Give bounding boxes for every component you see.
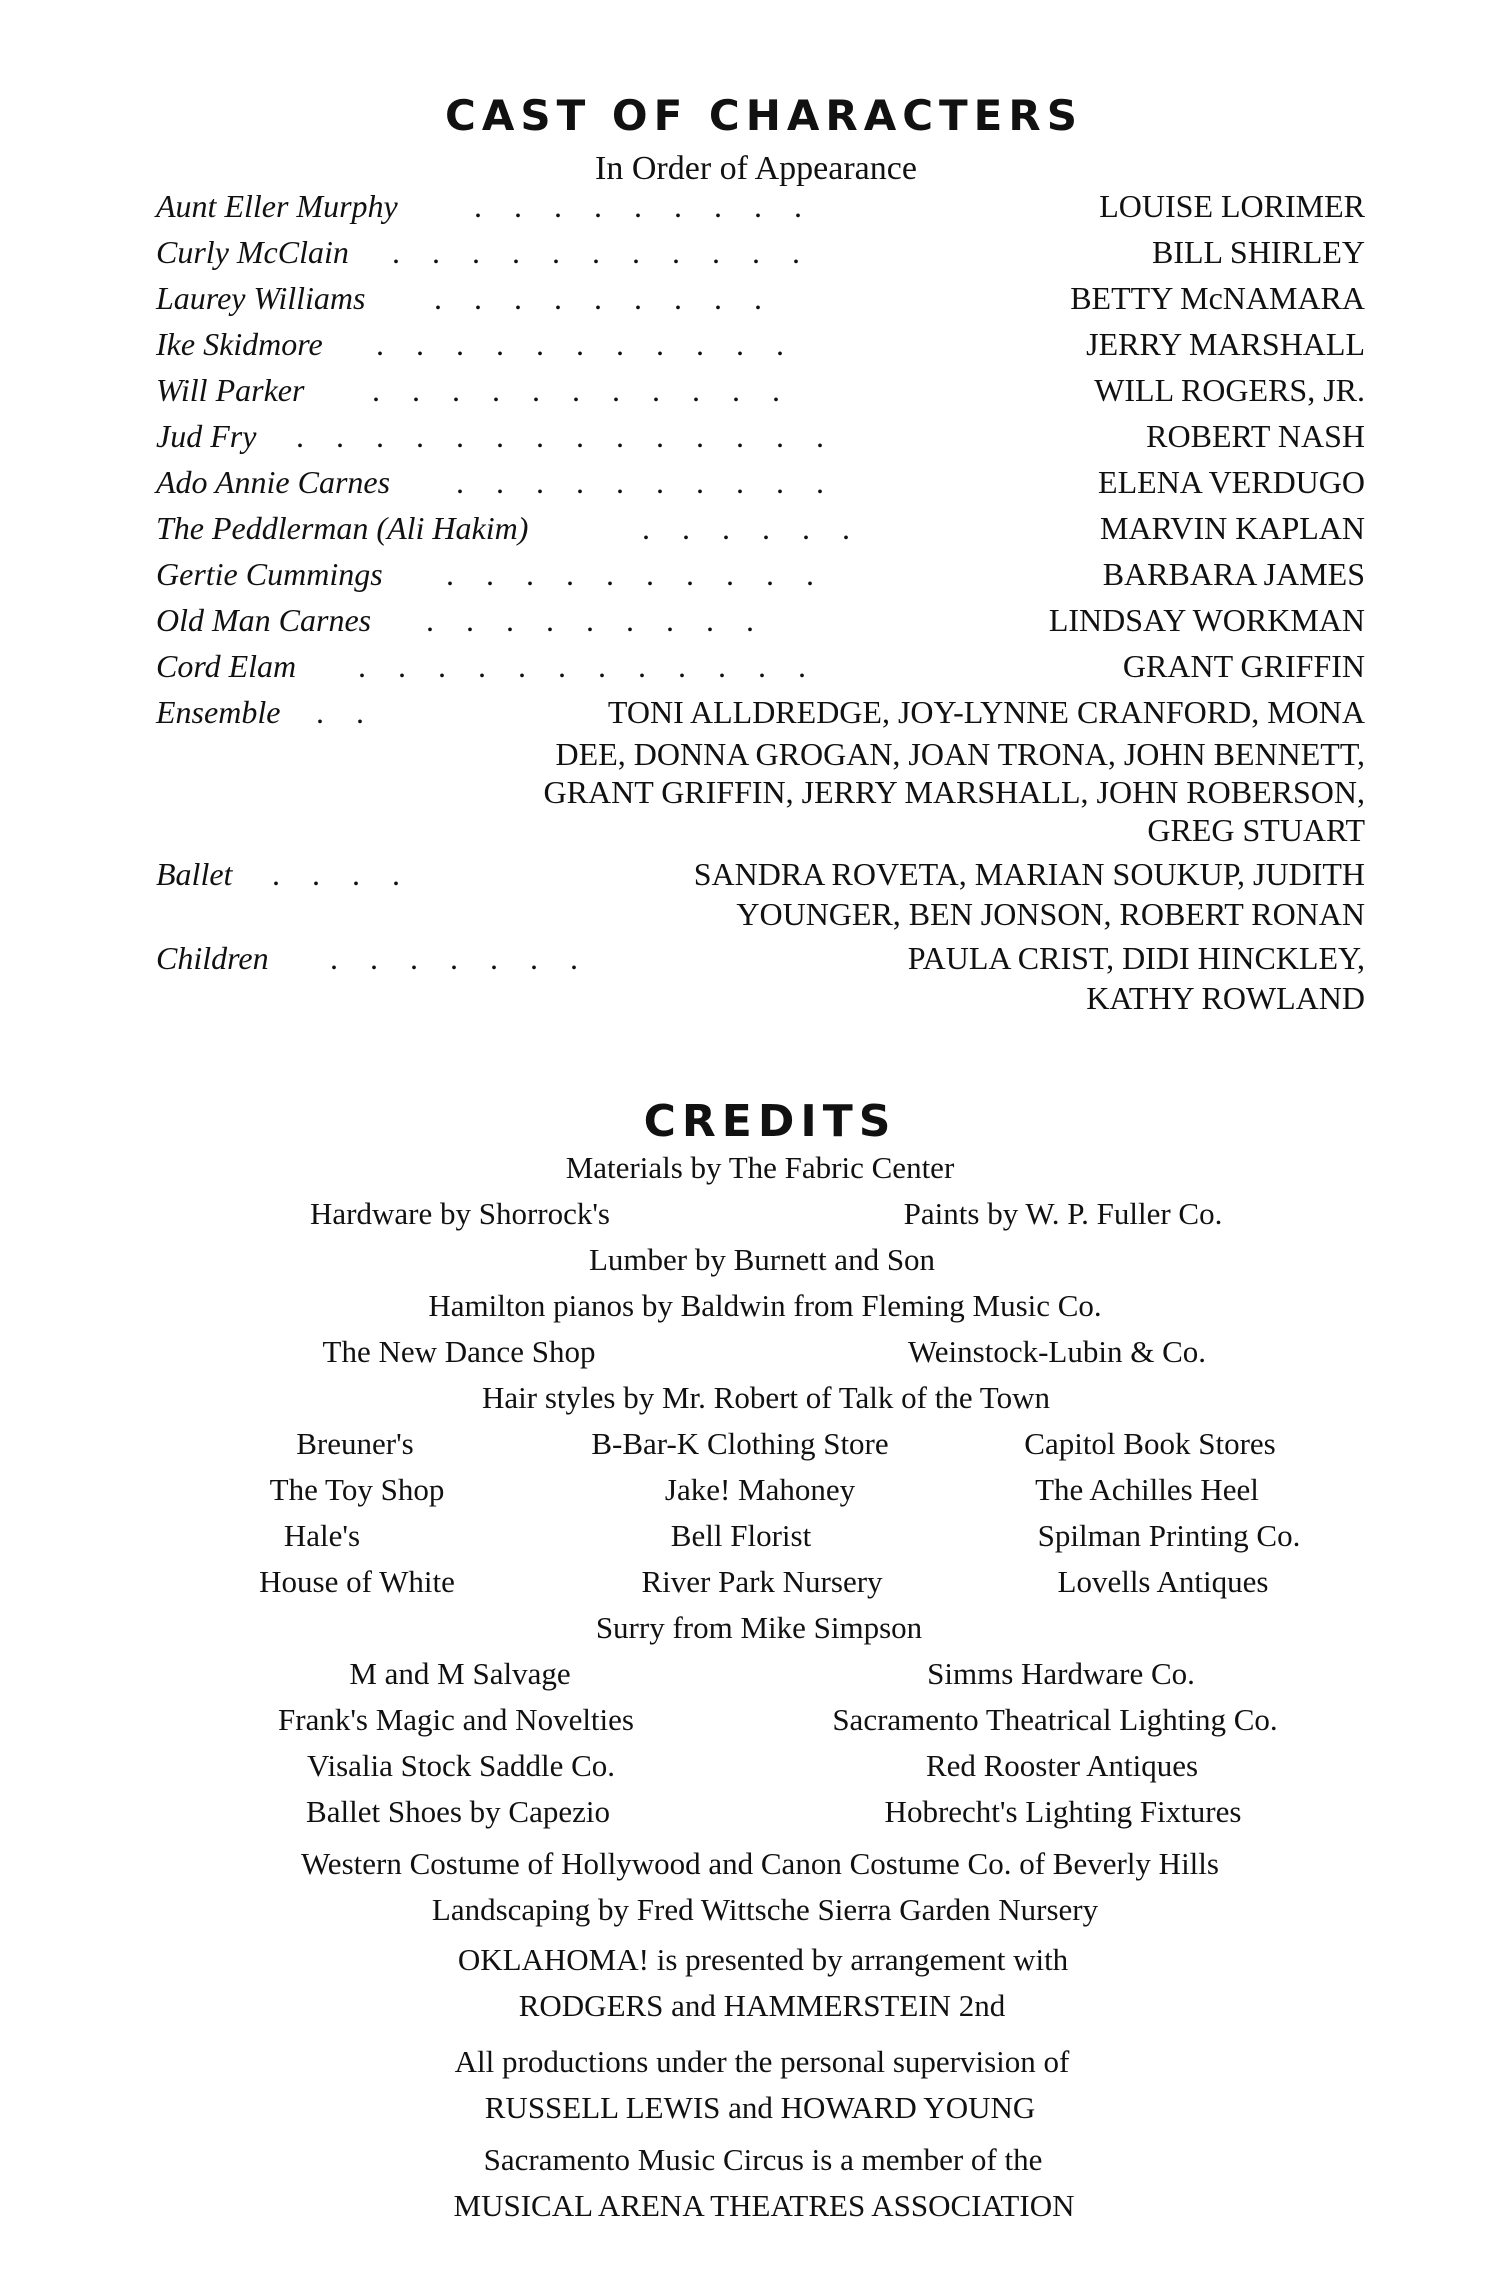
ballet-line: YOUNGER, BEN JONSON, ROBERT RONAN: [736, 896, 1365, 932]
actor-name: LOUISE LORIMER: [1099, 188, 1365, 224]
role-name: Curly McClain: [156, 234, 349, 270]
credit-line: Landscaping by Fred Wittsche Sierra Garden Nursery: [431, 1892, 1099, 1927]
credit-line: Red Rooster Antiques: [925, 1748, 1199, 1783]
children-line: PAULA CRIST, DIDI HINCKLEY,: [907, 940, 1365, 976]
credit-line: Surry from Mike Simpson: [595, 1610, 923, 1645]
cast-heading: CAST OF CHARACTERS: [445, 91, 1083, 140]
supervision-line: RUSSELL LEWIS and HOWARD YOUNG: [484, 2090, 1036, 2125]
actor-name: ROBERT NASH: [1146, 418, 1365, 454]
leader-dots: . . . . . . . . . . . . . .: [296, 418, 836, 454]
leader-dots: . . . . . . . . . . . .: [358, 648, 818, 684]
credit-line: Hamilton pianos by Baldwin from Fleming Music Co.: [428, 1288, 1102, 1323]
actor-name: BETTY McNAMARA: [1070, 280, 1365, 316]
membership-line: MUSICAL ARENA THEATRES ASSOCIATION: [453, 2188, 1075, 2223]
credit-line: Jake! Mahoney: [664, 1472, 856, 1507]
role-name: Gertie Cummings: [156, 556, 383, 592]
role-name: Old Man Carnes: [156, 602, 372, 638]
role-name: Ensemble: [156, 694, 281, 730]
credit-line: Sacramento Theatrical Lighting Co.: [832, 1702, 1278, 1737]
leader-dots: . . . . . . . . .: [434, 280, 774, 316]
credit-line: Spilman Printing Co.: [1037, 1518, 1301, 1553]
credit-line: Lumber by Burnett and Son: [588, 1242, 936, 1277]
credit-line: House of White: [259, 1564, 455, 1599]
role-name: Will Parker: [156, 372, 305, 408]
ballet-line: SANDRA ROVETA, MARIAN SOUKUP, JUDITH: [693, 856, 1365, 892]
actor-name: JERRY MARSHALL: [1086, 326, 1365, 362]
role-name: Children: [156, 940, 269, 976]
presentation-line: OKLAHOMA! is presented by arrangement with: [457, 1942, 1069, 1977]
supervision-line: All productions under the personal supervision of: [454, 2044, 1070, 2079]
actor-name: BARBARA JAMES: [1102, 556, 1365, 592]
leader-dots: . . . . . . .: [330, 940, 590, 976]
leader-dots: . . . . . . . . . . .: [372, 372, 792, 408]
credit-line: Weinstock-Lubin & Co.: [908, 1334, 1206, 1369]
actor-name: MARVIN KAPLAN: [1100, 510, 1365, 546]
actor-name: BILL SHIRLEY: [1151, 234, 1365, 270]
credit-line: Ballet Shoes by Capezio: [306, 1794, 610, 1829]
actor-name: LINDSAY WORKMAN: [1048, 602, 1365, 638]
credit-line: M and M Salvage: [349, 1656, 571, 1691]
credit-line: Hardware by Shorrock's: [310, 1196, 610, 1231]
role-name: Aunt Eller Murphy: [156, 188, 398, 224]
credit-line: The Toy Shop: [269, 1472, 445, 1507]
credit-line: Materials by The Fabric Center: [565, 1150, 955, 1185]
credit-line: Breuner's: [296, 1426, 414, 1461]
leader-dots: . .: [316, 694, 376, 730]
cast-subtitle: In Order of Appearance: [595, 150, 917, 187]
credit-line: Simms Hardware Co.: [927, 1656, 1195, 1691]
leader-dots: . . . . . . . . . .: [446, 556, 826, 592]
presentation-line: RODGERS and HAMMERSTEIN 2nd: [518, 1988, 1006, 2023]
credits-heading: CREDITS: [643, 1096, 897, 1147]
actor-name: WILL ROGERS, JR.: [1094, 372, 1365, 408]
role-name: Ike Skidmore: [156, 326, 323, 362]
ensemble-line: GREG STUART: [1147, 812, 1365, 848]
leader-dots: . . . . . . . . . . .: [376, 326, 796, 362]
credit-line: B-Bar-K Clothing Store: [591, 1426, 889, 1461]
ensemble-line: GRANT GRIFFIN, JERRY MARSHALL, JOHN ROBERSON,: [543, 774, 1365, 810]
role-name: Laurey Williams: [156, 280, 366, 316]
credit-line: The New Dance Shop: [322, 1334, 596, 1369]
ensemble-line: DEE, DONNA GROGAN, JOAN TRONA, JOHN BENNETT,: [555, 736, 1365, 772]
role-name: Cord Elam: [156, 648, 297, 684]
leader-dots: . . . . . . . . .: [474, 188, 814, 224]
credit-line: Capitol Book Stores: [1024, 1426, 1276, 1461]
credit-line: Paints by W. P. Fuller Co.: [903, 1196, 1223, 1231]
actor-name: ELENA VERDUGO: [1098, 464, 1365, 500]
credit-line: Bell Florist: [670, 1518, 812, 1553]
credit-line: Hale's: [283, 1518, 361, 1553]
role-name: Ado Annie Carnes: [156, 464, 391, 500]
credit-line: Hobrecht's Lighting Fixtures: [884, 1794, 1242, 1829]
leader-dots: . . . . . . . . .: [426, 602, 766, 638]
credit-line: The Achilles Heel: [1035, 1472, 1259, 1507]
actor-name: GRANT GRIFFIN: [1122, 648, 1365, 684]
ensemble-line: TONI ALLDREDGE, JOY-LYNNE CRANFORD, MONA: [607, 694, 1365, 730]
membership-line: Sacramento Music Circus is a member of the: [483, 2142, 1043, 2177]
credit-line: Frank's Magic and Novelties: [278, 1702, 634, 1737]
credit-line: Hair styles by Mr. Robert of Talk of the Town: [482, 1380, 1050, 1415]
leader-dots: . . . . . .: [642, 510, 862, 546]
credit-line: Lovells Antiques: [1057, 1564, 1269, 1599]
leader-dots: . . . . . . . . . . .: [392, 234, 812, 270]
role-name: Jud Fry: [156, 418, 257, 454]
leader-dots: . . . .: [272, 856, 412, 892]
credit-line: Visalia Stock Saddle Co.: [306, 1748, 616, 1783]
leader-dots: . . . . . . . . . .: [456, 464, 836, 500]
role-name: Ballet: [156, 856, 233, 892]
credit-line: River Park Nursery: [641, 1564, 883, 1599]
children-line: KATHY ROWLAND: [1086, 980, 1365, 1016]
role-name: The Peddlerman (Ali Hakim): [156, 510, 529, 546]
credit-line: Western Costume of Hollywood and Canon Costume Co. of Beverly Hills: [301, 1846, 1219, 1881]
